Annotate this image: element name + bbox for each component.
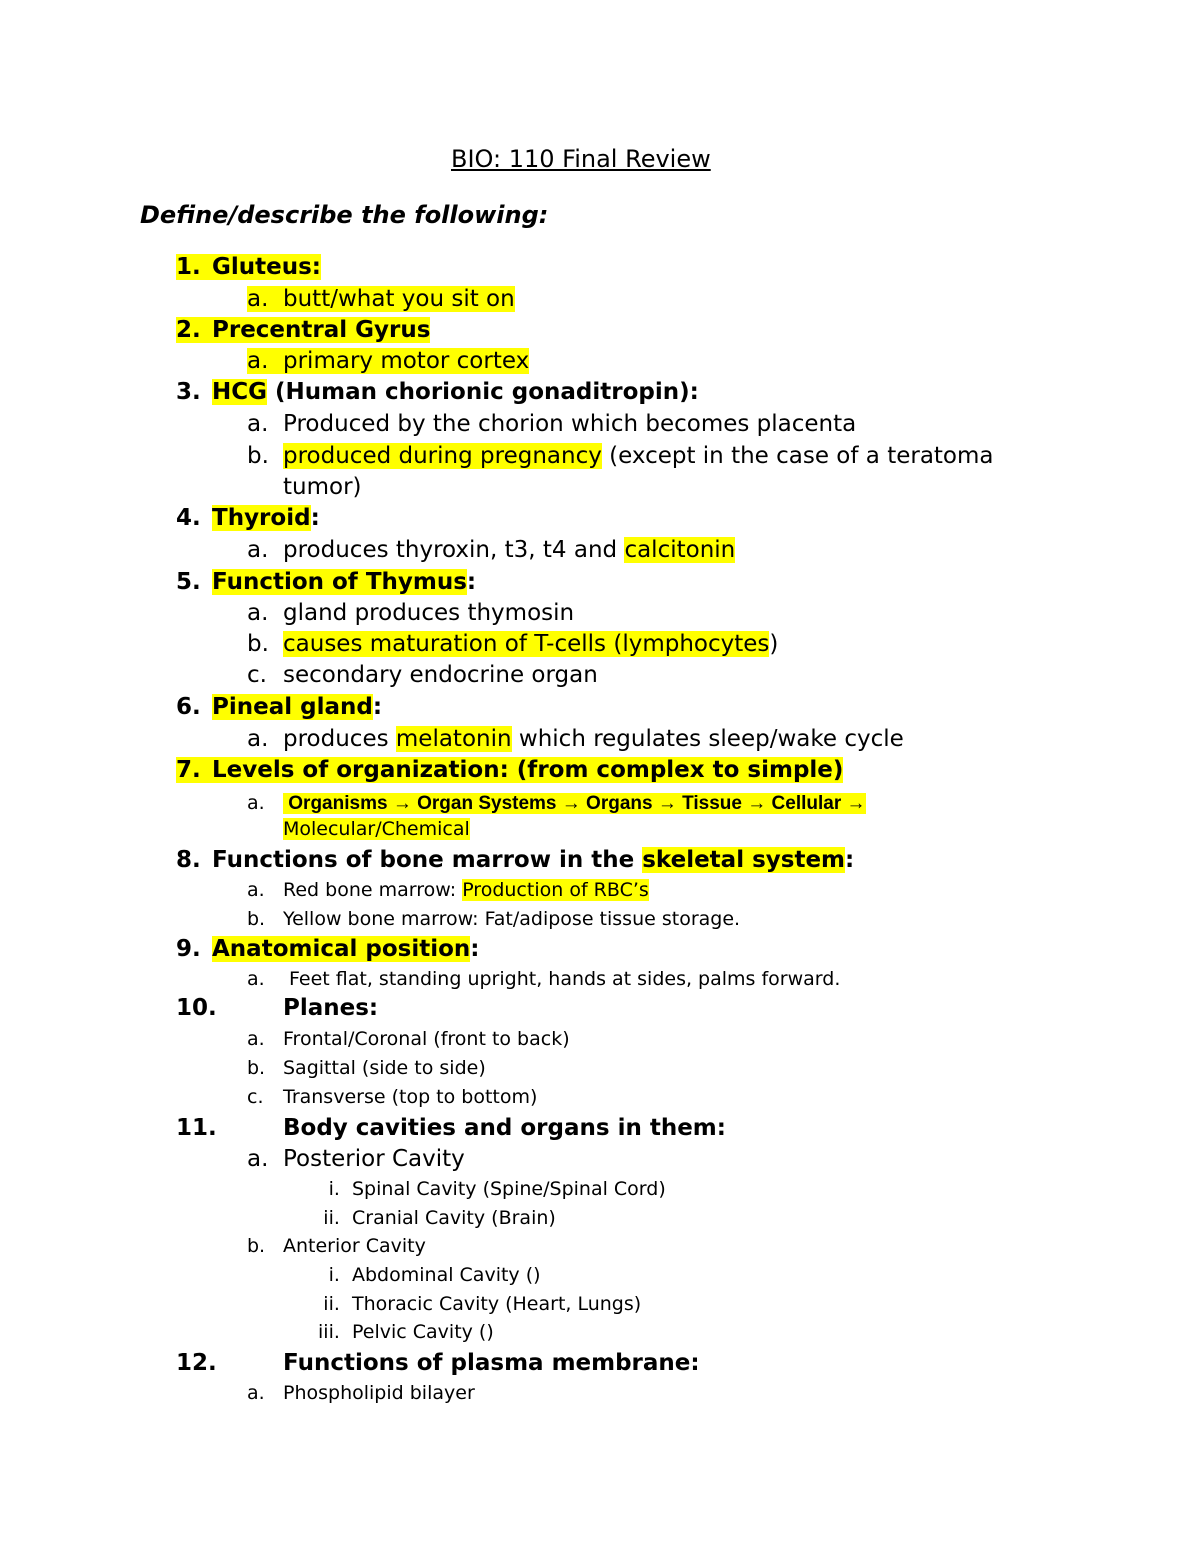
item-11-b-iii	[300, 1323, 494, 1342]
item-3-b-continued: tumor)	[283, 474, 362, 500]
item-number: 8.	[176, 847, 201, 873]
highlighted-text: skeletal system	[642, 847, 846, 873]
highlighted-text: melatonin	[395, 726, 512, 752]
definition: )	[769, 631, 779, 657]
item-7-a	[247, 791, 866, 814]
list-marker: ii.	[323, 1293, 340, 1315]
term: Function of Thymus	[212, 569, 467, 595]
item-5-c	[247, 664, 598, 687]
term: Functions of plasma membrane:	[283, 1350, 700, 1376]
item-6	[176, 696, 382, 719]
item-1	[176, 256, 321, 279]
item-number: 2.	[176, 317, 201, 343]
highlighted-text: Production of RBC’s	[462, 879, 649, 901]
item-11-a-i	[300, 1180, 666, 1199]
list-marker: ii.	[323, 1207, 340, 1229]
item-5	[176, 571, 476, 594]
definition: Spinal Cavity (Spine/Spinal Cord)	[352, 1178, 666, 1200]
term: Precentral Gyrus	[212, 317, 431, 343]
highlighted-text: calcitonin	[624, 537, 736, 563]
term: HCG	[212, 379, 268, 405]
term: Pineal gland	[212, 694, 373, 720]
list-marker: a.	[247, 537, 269, 563]
list-marker: a.	[247, 411, 269, 437]
item-2-a	[247, 350, 529, 373]
item-11-a	[247, 1148, 465, 1171]
list-marker: b.	[247, 443, 269, 469]
list-marker: a.	[247, 1146, 269, 1172]
item-11	[176, 1117, 726, 1140]
list-marker: b.	[247, 1057, 266, 1079]
definition: Produced by the chorion which becomes placenta	[283, 411, 857, 437]
term-colon: :	[310, 505, 320, 531]
term-colon: :	[470, 936, 480, 962]
item-number: 10.	[176, 995, 217, 1021]
definition: secondary endocrine organ	[283, 662, 598, 688]
list-marker: b.	[247, 631, 269, 657]
item-10-b	[247, 1059, 486, 1078]
term-colon: :	[372, 694, 383, 720]
list-marker: i.	[328, 1264, 340, 1286]
item-12	[176, 1352, 700, 1375]
term-colon: :	[466, 569, 477, 595]
item-11-b-i	[300, 1266, 541, 1285]
item-1-a	[247, 288, 515, 311]
item-4	[176, 507, 320, 530]
item-5-b	[247, 633, 778, 656]
section-heading: Define/describe the following:	[140, 201, 549, 229]
item-8-a	[247, 881, 649, 900]
term: Functions of bone marrow in the	[212, 847, 643, 873]
item-number: 9.	[176, 936, 201, 962]
item-7-a-continued	[283, 820, 470, 839]
item-11-b	[247, 1237, 426, 1256]
definition: Red bone marrow:	[283, 879, 463, 901]
item-2	[176, 319, 430, 342]
item-8-b	[247, 910, 740, 929]
item-number: 11.	[176, 1115, 217, 1141]
definition: butt/what you sit on	[283, 286, 515, 312]
definition: gland produces thymosin	[283, 600, 575, 626]
item-number: 5.	[176, 569, 201, 595]
item-number: 4.	[176, 505, 201, 531]
item-3-b	[247, 445, 994, 468]
definition: (except in the case of a teratoma	[601, 443, 994, 469]
list-marker: b.	[247, 908, 266, 930]
item-number: 7.	[176, 757, 201, 783]
item-10-c	[247, 1088, 537, 1107]
list-marker: c.	[247, 1086, 264, 1108]
definition: Sagittal (side to side)	[283, 1057, 486, 1079]
list-marker: i.	[328, 1178, 340, 1200]
definition: produces	[283, 726, 396, 752]
item-9	[176, 938, 479, 961]
definition: produces thyroxin, t3, t4 and	[283, 537, 625, 563]
term: Anatomical position	[212, 936, 471, 962]
definition: Feet flat, standing upright, hands at sides, palms forward.	[283, 968, 841, 990]
definition: Anterior Cavity	[283, 1235, 426, 1257]
definition: Frontal/Coronal (front to back)	[283, 1028, 570, 1050]
item-3-a	[247, 413, 856, 436]
list-marker: a.	[247, 1028, 265, 1050]
definition: which regulates sleep/wake cycle	[511, 726, 904, 752]
item-11-b-ii	[300, 1295, 641, 1314]
list-marker: a.	[247, 726, 269, 752]
item-6-a	[247, 728, 904, 751]
definition: Thoracic Cavity (Heart, Lungs)	[352, 1293, 642, 1315]
list-marker: iii.	[318, 1321, 340, 1343]
item-number: 3.	[176, 379, 201, 405]
list-marker: a.	[247, 600, 269, 626]
list-marker: a.	[247, 1382, 265, 1404]
definition: Posterior Cavity	[283, 1146, 465, 1172]
item-number: 12.	[176, 1350, 217, 1376]
list-marker: a.	[247, 348, 269, 374]
definition: Cranial Cavity (Brain)	[352, 1207, 556, 1229]
highlighted-text: produced during pregnancy	[283, 443, 602, 469]
definition: Pelvic Cavity ()	[352, 1321, 494, 1343]
item-5-a	[247, 602, 574, 625]
item-7	[176, 759, 843, 782]
item-3	[176, 381, 699, 404]
term: Gluteus:	[212, 254, 321, 280]
list-marker: a.	[247, 879, 265, 901]
list-marker: b.	[247, 1235, 266, 1257]
list-marker: a.	[247, 792, 265, 814]
definition: primary motor cortex	[283, 348, 530, 374]
term: Planes:	[283, 995, 379, 1021]
definition: Transverse (top to bottom)	[283, 1086, 538, 1108]
item-number: 6.	[176, 694, 201, 720]
highlighted-text: causes maturation of T-cells (lymphocytes	[283, 631, 770, 657]
list-marker: a.	[247, 286, 269, 312]
item-8	[176, 849, 854, 872]
term: Thyroid	[212, 505, 311, 531]
list-marker: a.	[247, 968, 265, 990]
item-number: 1.	[176, 254, 201, 280]
item-12-a	[247, 1384, 475, 1403]
term: Body cavities and organs in them:	[283, 1115, 726, 1141]
item-10-a	[247, 1030, 570, 1049]
highlighted-text: Organisms → Organ Systems → Organs → Tissue → Cellular →	[283, 793, 866, 814]
term-detail: (Human chorionic gonaditropin):	[267, 379, 699, 405]
item-10	[176, 997, 378, 1020]
definition: Yellow bone marrow: Fat/adipose tissue storage.	[283, 908, 741, 930]
term-colon: :	[845, 847, 855, 873]
list-marker: c.	[247, 662, 267, 688]
item-4-a	[247, 539, 735, 562]
definition: Phospholipid bilayer	[283, 1382, 475, 1404]
highlighted-text: Molecular/Chemical	[283, 818, 470, 840]
item-9-a	[247, 970, 840, 989]
term: Levels of organization: (from complex to simple)	[212, 757, 844, 783]
page-title: BIO: 110 Final Review	[451, 145, 711, 173]
definition: Abdominal Cavity ()	[352, 1264, 541, 1286]
item-11-a-ii	[300, 1209, 556, 1228]
